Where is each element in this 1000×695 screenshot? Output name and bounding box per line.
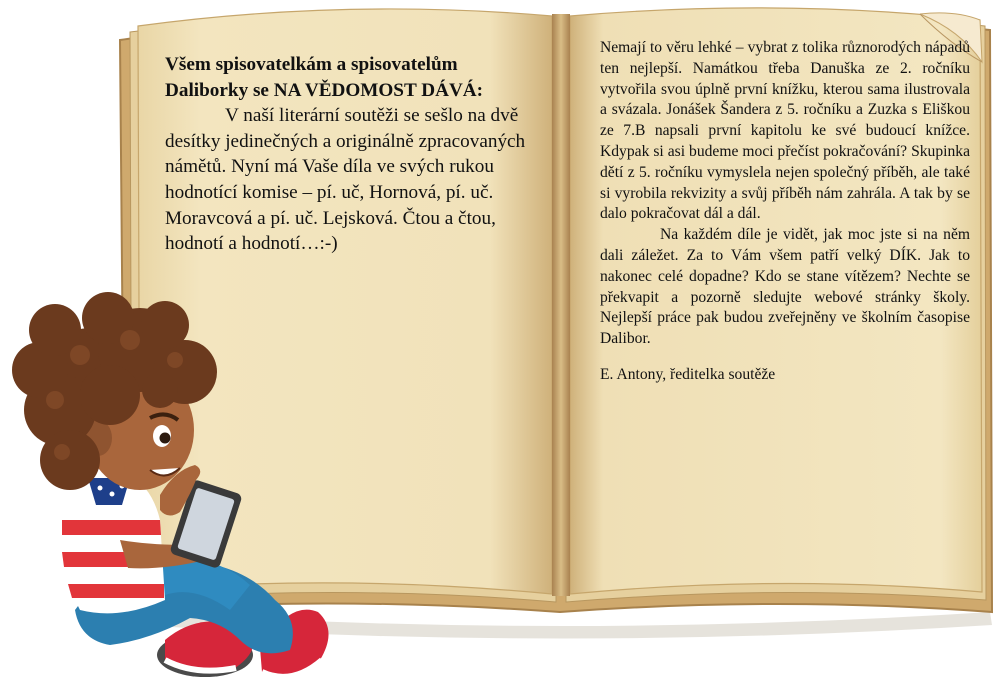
signature: E. Antony, ředitelka soutěže [600, 365, 776, 383]
announcement-body: V naší literární soutěži se sešlo na dvě desítky jedinečných a originálně zpracovaných námětů. Nyní má Vaše díla ve svých rukou hodnotící komise – pí. uč, Hornová, pí. uč. Moravcová a pí. uč. Lejsková. Čtou a čtou, hodnotí a hodnotí…:-) [165, 105, 526, 255]
announcement-heading: Všem spisovatelkám a spisovatelům Daliborky se NA VĚDOMOST DÁVÁ: [165, 54, 484, 101]
left-page-text [165, 52, 527, 257]
paragraph-evaluation: Nemají to věru lehké – vybrat z tolika různorodých nápadů ten nejlepší. Namátkou třeba Danuška ze 2. ročníku vytvořila svou úplně první knížku, kterou sama ilustrovala a svázala. Jonášek Šandera z 5. ročníku a Zuzka s Eliškou ze 7.B napsali první kapitolu ke své budoucí knížce. Kdypak si asi budeme moci přečíst pokračování? Skupinka dětí z 5. ročníku vymyslela nejen společný příběh, ale také si vyrobila rekvizity a svůj příběh nám zahrála. A tak by se dalo pokračovat dál a dál. [600, 39, 970, 223]
right-page-text [600, 38, 970, 386]
book-spine [552, 14, 570, 596]
paragraph-thanks: Na každém díle je vidět, jak moc jste si na něm dali záležet. Za to Vám všem patří velký DÍK. Jak to nakonec celé dopadne? Kdo se stane vítězem? Nechte se překvapit a pozorně sledujte webové stránky školy. Nejlepší práce pak budou zveřejněny ve školním časopise Dalibor. [600, 226, 970, 348]
